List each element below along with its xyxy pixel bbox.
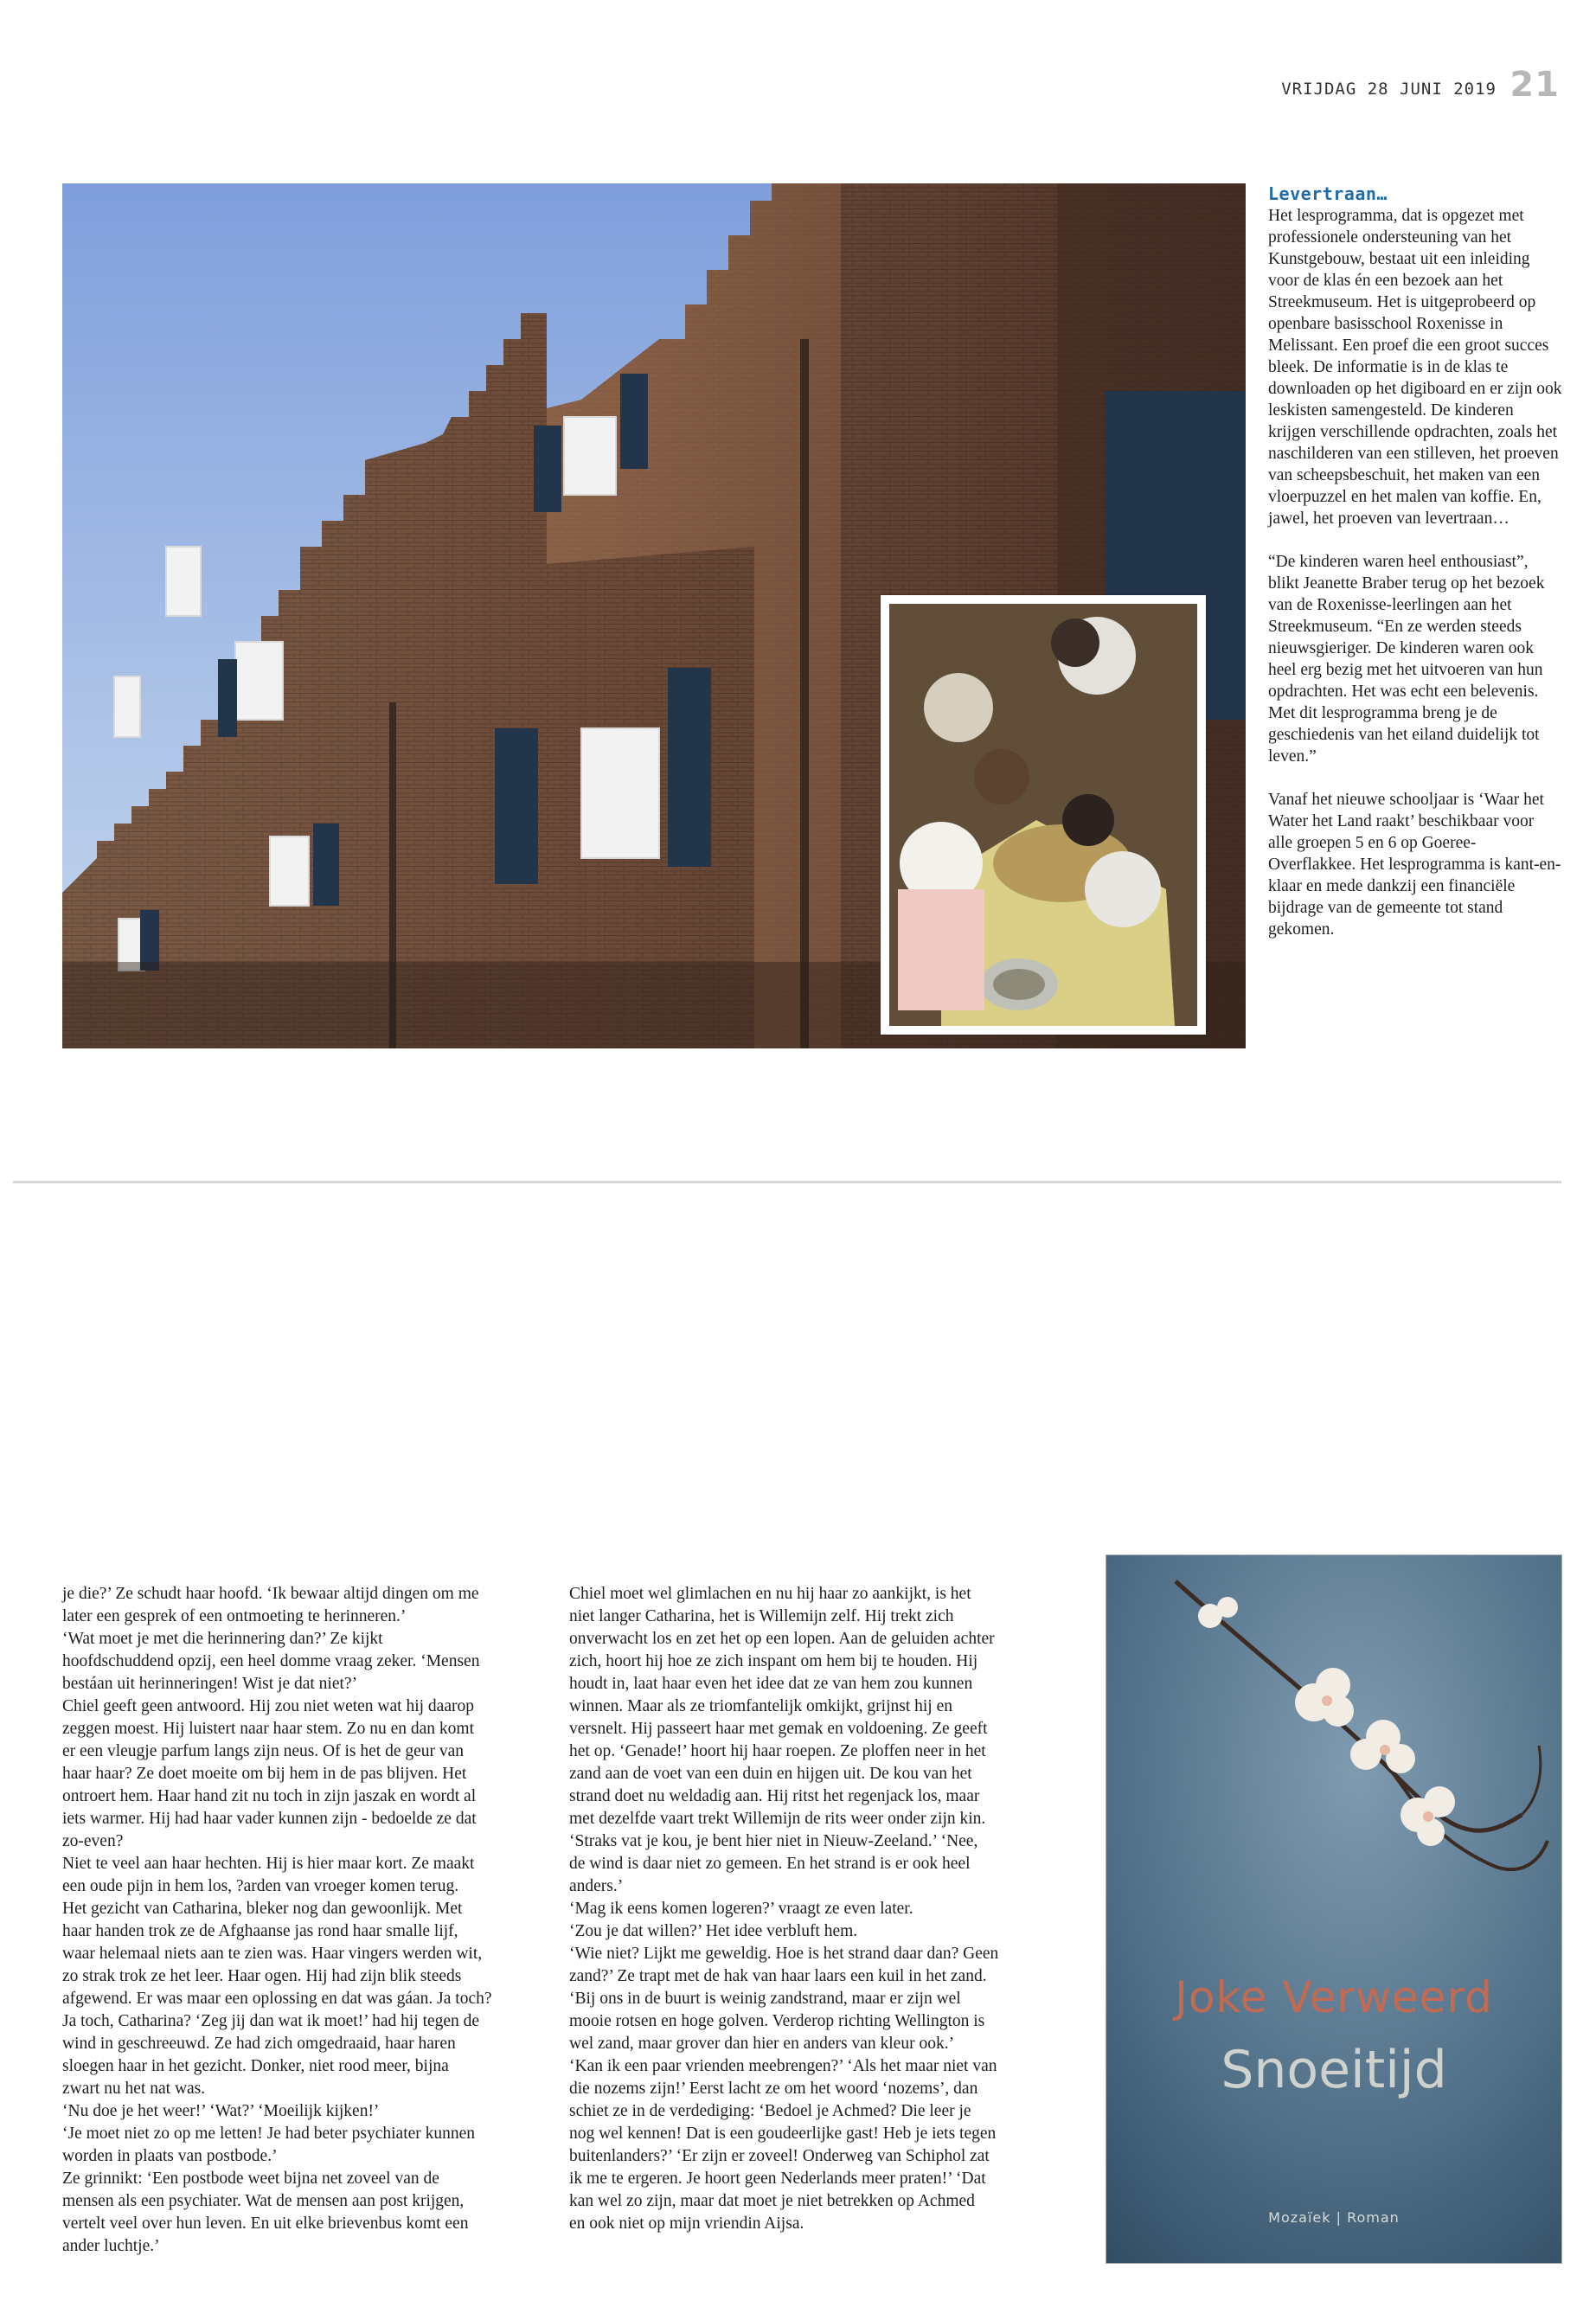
story-line: ‘Bij ons in de buurt is weinig zandstrand, maar er zijn wel	[569, 1990, 961, 2008]
story-line: haar haar? Ze doet moeite om bij hem in de pas blijven. Het	[62, 1765, 467, 1783]
story-line: met dezelfde vaart trekt Willemijn de rits weer onder zijn kin.	[569, 1810, 986, 1828]
story-line: anders.’	[569, 1877, 624, 1895]
page-number: 21	[1509, 65, 1560, 105]
book-cover	[1106, 1554, 1562, 2264]
story-line: zo strak trok ze het leer. Haar ogen. Hij had zijn blik steeds	[62, 1967, 462, 1985]
story-line: ander luchtje.’	[62, 2237, 160, 2255]
story-line: zwart nu het nat was.	[62, 2080, 206, 2098]
story-line: en ook niet op mijn vriendin Aijsa.	[569, 2214, 804, 2233]
story-line: wind in geschreeuwd. Ze had zich omgedraaid, haar haren	[62, 2035, 456, 2053]
story-line: Ze grinnikt: ‘Een postbode weet bijna net zoveel van de	[62, 2170, 439, 2188]
story-line: ‘Kan ik een paar vrienden meebrengen?’ ‘Als het maar niet van	[569, 2057, 997, 2075]
story-line: winnen. Maar als ze triomfantelijk omkijkt, grijnst hij en	[569, 1697, 952, 1715]
story-line: zeggen moest. Hij luistert naar haar stem. Zo nu en dan komt	[62, 1720, 474, 1738]
book-title: Snoeitijd	[1221, 2040, 1447, 2100]
story-column-left	[62, 1583, 529, 2258]
story-line: ontroert hem. Haar hand zit nu toch in zijn jaszak en wordt al	[62, 1787, 477, 1805]
story-line: ‘Wie niet? Lijkt me geweldig. Hoe is het strand daar dan? Geen	[569, 1945, 999, 1963]
book-author: Joke Verweerd	[1175, 1972, 1493, 2022]
story-line: vertelt veel over hun leven. En uit elke brievenbus komt een	[62, 2214, 469, 2233]
story-line: ‘Je moet niet zo op me letten! Je had beter psychiater kunnen	[62, 2125, 476, 2143]
story-line: zand?’ Ze trapt met de hak van haar laars een kuil in het zand.	[569, 1967, 987, 1985]
story-line: schiet ze in de verdediging: ‘Bedoel je Achmed? Die leer je	[569, 2102, 971, 2120]
story-line: niet langer Catharina, het is Willemijn zelf. Hij trekt zich	[569, 1607, 954, 1625]
story-line: de wind is daar niet zo gemeen. En het strand is er ook heel	[569, 1855, 971, 1873]
story-line: ‘Zou je dat willen?’ Het idee verbluft hem.	[569, 1922, 858, 1940]
story-line: ik me te ergeren. Je hoort geen Nederlands meer praten!’ ‘Dat	[569, 2170, 986, 2188]
sidebar-paragraph: Vanaf het nieuwe schooljaar is ‘Waar het Water het Land raakt’ beschikbaar voor alle groepen 5 en 6 op Goeree-Overflakkee. Het lesprogramma is kant-en-klaar en mede dankzij een financiële bijdrage van de gemeente tot stand gekomen.	[1268, 791, 1561, 939]
story-line: bestáan uit herinneringen! Wist je dat niet?’	[62, 1675, 358, 1693]
story-line: Het gezicht van Catharina, bleker nog dan gewoonlijk. Met	[62, 1900, 463, 1918]
story-line: strand doet nu weldadig aan. Hij ritst het regenjack los, maar	[569, 1787, 980, 1805]
sidebar-paragraph: Het lesprogramma, dat is opgezet met professionele ondersteuning van het Kunstgebouw, bestaat uit een inleiding voor de klas én een bezoek aan het Streekmuseum. Het is uitgeprobeerd op openbare basisschool Roxenisse in Melissant. Een proef die een groot succes bleek. De informatie is in de klas te downloaden op het digiboard en er zijn ook leskisten samengesteld. De kinderen krijgen verschillende opdrachten, zoals het naschilderen van een stilleven, het proeven van scheepsbeschuit, het maken van een vloerpuzzel en het malen van koffie. En, jawel, het proeven van levertraan…	[1268, 207, 1562, 528]
story-line: nog wel kennen! Dat is een goudeerlijke gast! Heb je iets tegen	[569, 2125, 997, 2143]
book-publisher: Mozaïek | Roman	[1268, 2209, 1400, 2226]
story-line: een oude pijn in hem los, ?arden van vroeger komen terug.	[62, 1877, 459, 1895]
story-line: ‘Mag ik eens komen logeren?’ vraagt ze even later.	[569, 1900, 913, 1918]
story-line: je die?’ Ze schudt haar hoofd. ‘Ik bewaar altijd dingen om me	[62, 1585, 479, 1603]
story-line: het op. ‘Genade!’ hoort hij haar roepen. Ze ploffen neer in het	[569, 1742, 986, 1760]
header-date: VRIJDAG 28 JUNI 2019	[1281, 80, 1497, 99]
story-line: ‘Wat moet je met die herinnering dan?’ Ze kijkt	[62, 1630, 383, 1648]
story-line: versnelt. Hij passeert haar met gemak en voldoening. Ze geeft	[569, 1720, 988, 1738]
story-line: er een vleugje parfum langs zijn neus. Of is het de geur van	[62, 1742, 465, 1760]
story-line: buitenlanders?’ ‘Er zijn er zoveel! Onderweg van Schiphol zat	[569, 2147, 990, 2165]
story-line: sloegen haar in het gezicht. Donker, niet rood meer, bijna	[62, 2057, 449, 2075]
story-line: haar handen trok ze de Afghaanse jas rond haar smalle lijf,	[62, 1922, 458, 1940]
story-line: Chiel geeft geen antwoord. Hij zou niet weten wat hij daarop	[62, 1697, 474, 1715]
story-line: zo-even?	[62, 1832, 124, 1850]
story-line: die nozems zijn!’ Eerst lacht ze om het woord ‘nozems’, dan	[569, 2080, 978, 2098]
story-line: onverwacht los en zet het op een lopen. Aan de geluiden achter	[569, 1630, 995, 1648]
story-line: Ja toch, Catharina? ‘Zeg jij dan wat ik moet!’ had hij tegen de	[62, 2012, 480, 2030]
section-divider	[13, 1181, 1561, 1183]
story-line: ‘Nu doe je het weer!’ ‘Wat?’ ‘Moeilijk kijken!’	[62, 2102, 380, 2120]
story-line: later een gesprek of een ontmoeting te herinneren.’	[62, 1607, 407, 1625]
sidebar-paragraph: “De kinderen waren heel enthousiast”, blikt Jeanette Braber terug op het bezoek van de Roxenisse-leerlingen aan het Streekmuseum. “En ze werden steeds nieuwsgieriger. De kinderen waren ook heel erg bezig met het uitvoeren van hun opdrachten. Het was echt een belevenis. Met dit lesprogramma breng je de geschiedenis van het eiland duidelijk tot leven.”	[1268, 553, 1545, 766]
story-line: wel zand, maar grover dan hier en anders van kleur ook.’	[569, 2035, 955, 2053]
story-line: afgewend. Er was maar een oplossing en dat was gáan. Ja toch?	[62, 1990, 492, 2008]
story-line: worden in plaats van postbode.’	[62, 2147, 278, 2165]
story-line: zich, hoort hij hoe ze zich inspant om hem bij te houden. Hij	[569, 1652, 978, 1670]
story-line: Niet te veel aan haar hechten. Hij is hier maar kort. Ze maakt	[62, 1855, 475, 1873]
story-line: Chiel moet wel glimlachen en nu hij haar zo aankijkt, is het	[569, 1585, 971, 1603]
story-line: waar helemaal niets aan te zien was. Haar vingers werden wit,	[62, 1945, 483, 1963]
story-line: kan wel zo zijn, maar dat moet je niet betrekken op Achmed	[569, 2192, 975, 2210]
sidebar-heading: Levertraan…	[1268, 183, 1388, 204]
story-line: houdt in, laat haar even het idee dat ze van hem zou kunnen	[569, 1675, 973, 1693]
story-line: hoofdschuddend opzij, een heel domme vraag zeker. ‘Mensen	[62, 1652, 480, 1670]
story-column-middle	[569, 1583, 1036, 2235]
story-line: mooie rotsen en hoge golven. Verderop richting Wellington is	[569, 2012, 985, 2030]
story-line: ‘Straks vat je kou, je bent hier niet in Nieuw-Zeeland.’ ‘Nee,	[569, 1832, 978, 1850]
story-line: iets warmer. Hij had haar vader kunnen zijn - bedoelde ze dat	[62, 1810, 477, 1828]
children-photo	[881, 595, 1206, 1035]
story-line: mensen als een psychiater. Wat de mensen aan post krijgen,	[62, 2192, 465, 2210]
sidebar-article	[1268, 183, 1562, 962]
story-line: zand aan de voet van een duin en hijgen uit. De kou van het	[569, 1765, 972, 1783]
